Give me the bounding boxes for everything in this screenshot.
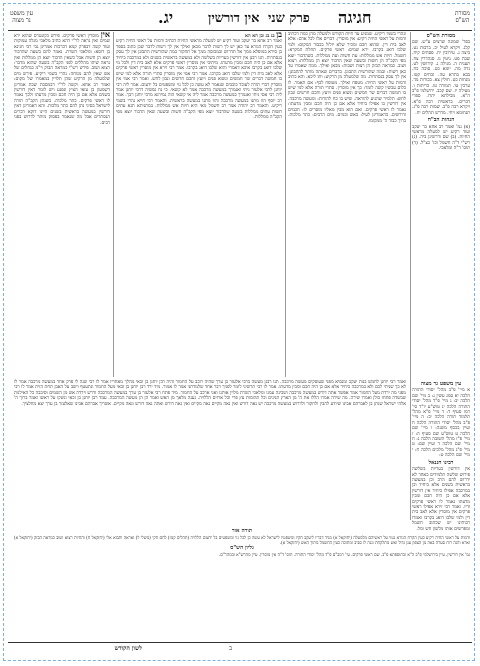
ein-mishpat-subheading: עין משפט נר מצוה [420, 381, 462, 387]
rabbenu-chananel-heading: רבינו חננאל [428, 459, 454, 466]
bottom-bar [8, 644, 472, 656]
gilyon-hashas-heading: גליון הש"ס [230, 545, 254, 551]
perek-name: פרק שני [268, 11, 310, 26]
hagahot-habach-heading: הגהות הב"ח [427, 117, 455, 124]
footer-section [14, 528, 470, 640]
rashi-text: ונהרי בשמי ריקיע. שמגיע עד חיות הקודש ולמעלה מהן כמה דכתיב ודמות על ראשי החיה רקיע: אין מוסרין. דברים אלו לכל אדם: אלא לאב בית דין. שהוא חכם ומכיר שלא יזלזל בכבוד המקום: ולמי שלבו דואג בקרבו. ירא שמים: ראשי פרקים. תחלת המקרא: חשמל. חיות אש ממללות: עת חשות ועת ממללות. כשהדבור יוצא מפי הקב"ה הן חשות ובשעה שאין הדבור יוצא הן ממללות: רצוא ושוב. כמראה הבזק הן רצות ושבות: מכאן ואילך. ממה שאמרו עד כאן רשות: ובמה שהורשית התבונן. בדברים שאתה מותר להתבונן: אין לך עסק בנסתרות. מה שלמעלה מן הרקיע: ותו ליכא. והא כתיב ודמות על ראשי החיה: מטפח ואילך. מטופח לכף: אם תאמר. לו כלום עכשיו קשה לומר: כך אין מוסרין. סתרי תורה אלא למי שיש בו חמשה דברים שר חמשים ונשוא פנים ויועץ וחכם חרשים ונבון לחש: תלמיד שהגיע להוראה. שיש בו כח להורות: ומעשה מרכבה. אין דורשין בו אפילו ביחיד אלא אם כן היה חכם ומבין מדעתו: נאמר לו ראשי פרקים. ואם הוא מבין מאליו מוסרים לו: חכמים ודורשים. כדאמרינן לעיל: באש ובמים. מים הרבים: כתר מלכות. ברוך כבוד ה' ממקומו. [288, 32, 406, 124]
column-divider [285, 32, 286, 377]
rashi-column [288, 32, 406, 377]
column-divider [113, 32, 114, 377]
mesoret-heading: מסורת הש"ס [454, 10, 470, 24]
daf-number: יג. [158, 8, 174, 27]
tosafot-text: מוסרין ראשי פרקים. פירש בקונטרס שהוא ירא שמים ואין נראה לר"י דהא כתיב מלאכי מגלה עמוקות ועוד קשה דבפרק קמא דברכות אמרינן גבי רבי חנינא בן דוסא: ומלאכי השרת. נאמר להם בשעה שהדבור יוצא הן חשות אבל כשאין הדבור יוצא הן ממללות ואין נראה שיהו מהללים לפני הקב"ה בשעה שהוא מדבר: רצוא ושוב. פירש רש"י כמראה הבזק וי"מ כגחלים של אש שאין להם מנוחה: נהרי בשמי ריקיע. פירש מים שלמעלה מן הרקיע שהן תלויין במאמרו של מקום: ואמר רב אחא. וקשה לר"י דבמסכת שבת אמרינן דשמעון בן עזאי הציץ ונפגע ויש לומר דאין דורשין בשנים אלא אם כן היה חכם ומבין מדעתו ולכך נאמר לו ראשי פרקים. כתר מלכות. כשנתן הקב"ה תורה לישראל בסיני נתן להם כתר מלכות. והא דאמרינן דאין דורשין במעשה בראשית בשנים היינו דוקא דברים הנסתרים אבל מה שנאמר בפסוק מותר לדרוש בפני רבים. [14, 34, 110, 126]
mesoret-hashas-heading: מסורת הש"ס [426, 33, 456, 39]
torah-or-text: ודמות על ראשי החיה רקיע כעין הקרח הנורא נטוי על ראשיהם מלמעלה (יחזקאל א) מגיד דבריו ליעקב חקיו ומשפטיו לישראל לא עשה כן לכל גוי ומשפטים בל ידעום הללויה (תהלים קמז) לחם חקי (משלי ל) ואראה ותבוא אלי (יחזקאל ח) והחיות רצוא ושוב כמראה הבזק (יחזקאל א) וארא והנה רוח סערה באה מן הצפון ענן גדול ואש מתלקחת ונגה לו סביב ומתוכה כעין החשמל מתוך האש (יחזקאל א). [14, 535, 470, 545]
rabbenu-chananel-text: אין דורשין בעריות בשלשה פירוש שלשה תלמידים כאחד לא ידרוש להם הרב וכן במעשה בראשית בשנים אלא ביחיד וכן במרכבה אפילו ביחיד אין דורשין אלא אם כן היה חכם ומבין מדעתו נאמר לו ראשי פרקים ודיו. ואמר רבי זירא אפילו ראשי פרקים אין מוסרין אלא לאב בית דין ולמי שלבו דואג בקרבו ואמרו רבותינו יש שכתוב חשמל ומפרשים אותו מלשון חש ומל. [412, 467, 470, 532]
tosafot-opening-word: אין [100, 29, 110, 39]
talmud-page [8, 8, 472, 658]
chapter-title: אין דורשין [208, 11, 260, 26]
bottom-name: לשון הקודש [114, 645, 142, 652]
mesoret-hashas-text: בפר' שמונה שרצים ע"ש. שם קלג. ויקרא לעיל יב. ברכות נט. ביצה ג. עירובין יח. פסחים קיח. שבת פט. גיטין נו. סנהדרין צח. תענית ה. מגילה ג. קידושין לט. נדה מה. יומא כט. סוכה כח. בבא בתרא עה. זבחים קטז. מנחות כט. חולין צא. בכורות מד. ערכין טו. תמורה טז. כריתות ו. מעילה יז. שם קכב. ירושלמי פ"ב ה"א. מכילתא יתרו. ספרי דברים. בראשית רבה פ"א. ויקרא רבה פ"ב. שמות רבה פ"ג. תנחומא ויחי. מדרש תהלים יח. [412, 40, 470, 116]
gilyon-hashas-text: גמ' אין דורשין. עיין בירושלמי פ"ב ה"א ובתוספתא פ"ב. שם ראשי פרקים. עי' רמב"ם פ"ד מהל' יסודי התורה. תוס' ד"ה אין מוסרין. עיין מהרש"א ובמהר"ם. [218, 552, 470, 557]
tosafot-column [14, 29, 110, 377]
gemara-opening-word: בן [276, 29, 282, 39]
gemara-wide-text: ואמר רבי יוחנן לחמש בנות יעקב ומנסיא מפני שעוסקים מעשה מרכבה. תנו רבנן מעשה ברבי אלעזר בן ערך שהיה רוכב על החמור והיה רבן יוחנן בן זכאי מהלך מאחריו אמר לו רבי שנה לי פרק אחד במעשה מרכבה אמר לו לא כך שניתי לכם ולא במרכבה ביחיד אלא אם כן היה חכם ומבין מדעתו. אמר לו רבי תרשיני לומר לפניך דבר אחד שלמדתני אמר לו אמור. מיד ירד רבן יוחנן בן זכאי מעל החמור ונתעטף וישב על האבן תחת הזית אמר לו רבי מפני מה ירדת מעל החמור אמר אפשר אתה דורש במעשה מרכבה ושכינה עמנו ומלאכי השרת מלוין אותנו ואני ארכב על החמור. מיד פתח רבי אלעזר בן ערך במעשה המרכבה ודרש וירדה אש מן השמים וסיבבה כל האילנות שבשדה פתחו כולן ואמרו שירה. מה שירה אמרו הללו את ה' מן הארץ תנינים וכל תהומות עץ פרי וכל ארזים הללויה. נענה מלאך מן האש ואמר הן הן מעשה המרכבה. עמד רבן יוחנן בן זכאי ונשקו על ראשו ואמר ברוך ה' אלהי ישראל שנתן בן לאברהם אבינו שיודע להבין ולחקור ולדרוש במעשה מרכבה יש נאה דורש ואין נאה מקיים נאה מקיים ואין נאה דורש ואתה נאה דורש ונאה מקיים. אשריך אברהם אבינו שאלעזר בן ערך יצא מחלציך. [14, 380, 406, 407]
ein-mishpat-column [412, 380, 470, 532]
header-rule [8, 30, 472, 31]
column-divider [410, 32, 411, 520]
torah-or-heading: תורה אור [231, 528, 253, 534]
footer-rule [8, 642, 472, 643]
gemara-opening-rest: בג בג ובן הא הא [245, 34, 275, 39]
gemara-column [116, 29, 282, 377]
hagahot-habach-text: (א) גמ' ואמר רב אחא בר יעקב ועוד רקיע יש למעלה מראשי החיות. (ב) שם ודרשינן ביה. (ג) רש"י ד"ה חשמל וכו' כצ"ל. (ד) תוס' ד"ה ומלאכי. [412, 124, 470, 152]
page-header [8, 8, 472, 30]
masechet-name: חגיגה [338, 8, 372, 27]
gemara-text: ואמר רב אחא בר יעקב ועוד רקיע יש למעלה מראשי החיות דכתיב ודמות על ראשי החיה רקיע כעין הקרח הנורא עד כאן יש לך רשות לדבר מכאן ואילך אין לך רשות לדבר שכן כתוב בספר בן סירא במופלא ממך אל תדרוש ובמכוסה ממך אל תחקור במה שהורשית התבונן אין לך עסק בנסתרות. תנו רבנן אין דורשין בעריות בשלשה ולא במעשה בראשית בשנים ולא במרכבה ביחיד אלא אם כן היה חכם ומבין מדעתו. מיתיבי אין מוסרין ראשי פרקים אלא לאב בית דין ולכל מי שלבו דואג בקרבו איכא דאמרי והוא שלבו דואג בקרבו. אמר רבי זירא אין מוסרין ראשי פרקים אלא לאב בית דין ולמי שלבו דואג בקרבו. אמר רבי אמי אין מוסרין סתרי תורה אלא למי שיש בו חמשה דברים שר חמשים ונשוא פנים ויועץ וחכם חרשים ונבון לחש. ואמר רבי אמי אין מוסרין דברי תורה לעובד כוכבים שנאמר לא עשה כן לכל גוי ומשפטים בל ידעום. אמר ליה רבי יוחנן לרבי אלעזר ניתי ואגמרך במעשה מרכבה אמר לא קשאי. כי נח נפשיה דרבי יוחנן אמר ליה רבי אסי ניתי ואגמרך במעשה מרכבה אמר ליה אי קשאי הוה גמירנא מרבי יוחנן רבך. אמר רב יוסף הוו מתנו במעשה מרכבה והוו מתנו במעשה בראשית. והאמר רבי חייא נהרי בשמי ריקיע. והאמר רב יהודה אמר רב חשמל מאי היא חיות אש ממללות. במתניתא תנא עתים חשות עתים ממללות בשעה שהדבור יוצא מפי הקב"ה חשות ובשעה שאין הדבור יוצא מפי הקב"ה ממללות. [116, 39, 282, 121]
bottom-mark: ב [229, 645, 232, 652]
ein-mishpat-heading: עין משפט נר מצוה [10, 10, 33, 24]
ein-mishpat-text: א מיי' פ"ב מהל' יסודי התורה הלכה יא סמג עשין ג: ב מיי' שם הלכה יב: ג מיי' פ"ד מהל' יסודי התורה הלכה יג טוש"ע יו"ד סי' רמו סעיף ד: ד מיי' פ"א מהל' תלמוד תורה הלכה יב: ה מיי' פ"ב מהל' יסודי התורה הלכה ח ועיין בכסף משנה: ו מיי' שם הלכה ט טוש"ע שם סעיף ה: ז מיי' פ"ז מהל' תשובה הלכה ג: ח מיי' שם הלכה ד ועיין שם: ט מיי' פ"ג מהל' מלכים הלכה ח: י מיי' שם הלכה ט: [412, 388, 470, 459]
gemara-wide-section [14, 380, 406, 520]
